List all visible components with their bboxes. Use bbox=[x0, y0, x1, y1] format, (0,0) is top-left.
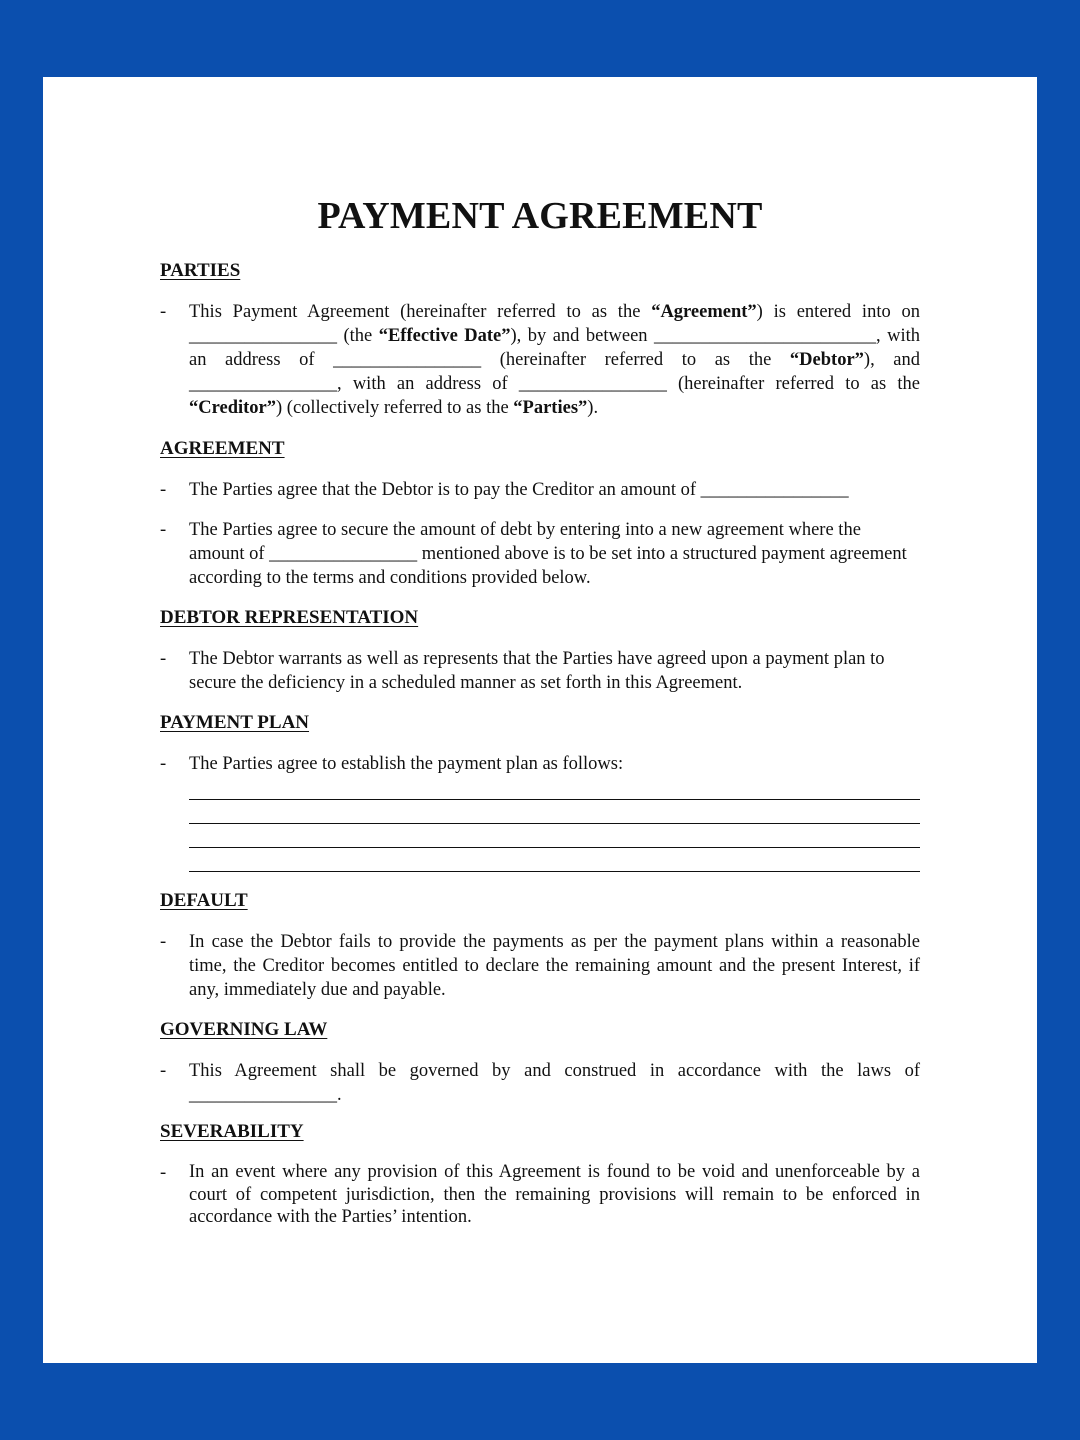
debtor-representation-clause bbox=[160, 647, 920, 695]
document-title: PAYMENT AGREEMENT bbox=[317, 195, 763, 237]
payment-plan-clause bbox=[160, 752, 920, 872]
parties-text-part: This Payment Agreement (hereinafter referred to as the bbox=[189, 302, 652, 322]
bullet-dash: - bbox=[160, 480, 167, 500]
term-debtor: “Debtor” bbox=[789, 350, 864, 370]
debtor-representation-text: The Debtor warrants as well as represents that the Parties have agreed upon a payment plan to secure the deficiency in a scheduled manner as set forth in this Agreement. bbox=[189, 649, 885, 693]
blank-line bbox=[189, 848, 920, 872]
agreement-clause-1-text: The Parties agree that the Debtor is to pay the Creditor an amount of ________________ bbox=[189, 480, 849, 500]
term-creditor: “Creditor” bbox=[189, 398, 276, 418]
parties-text-part: ). bbox=[587, 398, 599, 418]
payment-plan-text: The Parties agree to establish the payment plan as follows: bbox=[189, 754, 624, 774]
blank-line bbox=[189, 800, 920, 824]
bullet-dash: - bbox=[160, 1163, 167, 1183]
section-heading-governing-law: GOVERNING LAW bbox=[160, 1019, 328, 1040]
bullet-dash: - bbox=[160, 302, 167, 322]
bullet-dash: - bbox=[160, 932, 167, 952]
section-heading-default: DEFAULT bbox=[160, 890, 248, 911]
section-heading-agreement: AGREEMENT bbox=[160, 438, 285, 459]
severability-clause bbox=[160, 1161, 920, 1229]
governing-law-text: This Agreement shall be governed by and construed in accordance with the laws of ________________. bbox=[189, 1061, 920, 1105]
section-heading-severability: SEVERABILITY bbox=[160, 1121, 304, 1142]
blank-line bbox=[189, 776, 920, 800]
severability-text: In an event where any provision of this Agreement is found to be void and unenforceable by a court of competent jurisdiction, then the remaining provisions will remain to be enforced in accordance with the Parties’ intention. bbox=[189, 1162, 920, 1227]
bullet-dash: - bbox=[160, 754, 167, 774]
bullet-dash: - bbox=[160, 1061, 167, 1081]
section-heading-debtor-representation: DEBTOR REPRESENTATION bbox=[160, 607, 419, 628]
parties-text-part: ), and ________________, with an address of ________________ (hereinafter referred to as the bbox=[189, 350, 920, 394]
term-parties: “Parties” bbox=[513, 398, 588, 418]
governing-law-clause bbox=[160, 1059, 920, 1107]
term-effective-date: “Effective Date” bbox=[378, 326, 511, 346]
agreement-clause-2-text: The Parties agree to secure the amount of debt by entering into a new agreement where the amount of ________________ mentioned above is to be set into a structured payment agreement according to the terms and conditions provided below. bbox=[189, 520, 907, 588]
section-heading-parties: PARTIES bbox=[160, 260, 241, 281]
parties-clause-text bbox=[189, 300, 920, 420]
parties-clause bbox=[160, 300, 920, 420]
section-heading-payment-plan: PAYMENT PLAN bbox=[160, 712, 310, 733]
parties-text-part: ) (collectively referred to as the bbox=[276, 398, 514, 418]
bullet-dash: - bbox=[160, 520, 167, 540]
parties-text-part: ), by and between ________________________, with an address of ________________ (hereinafter referred to as the bbox=[189, 326, 920, 370]
agreement-clause-1 bbox=[160, 478, 920, 502]
bullet-dash: - bbox=[160, 649, 167, 669]
payment-plan-blank-lines bbox=[189, 776, 920, 872]
parties-text-part: ) is entered into on ________________ (the bbox=[189, 302, 920, 346]
agreement-clause-2 bbox=[160, 518, 920, 590]
blank-line bbox=[189, 824, 920, 848]
term-agreement: “Agreement” bbox=[651, 302, 757, 322]
default-clause-text: In case the Debtor fails to provide the payments as per the payment plans within a reasonable time, the Creditor becomes entitled to declare the remaining amount and the present Interest, if any, immediately due and payable. bbox=[189, 932, 920, 1000]
default-clause bbox=[160, 930, 920, 1002]
